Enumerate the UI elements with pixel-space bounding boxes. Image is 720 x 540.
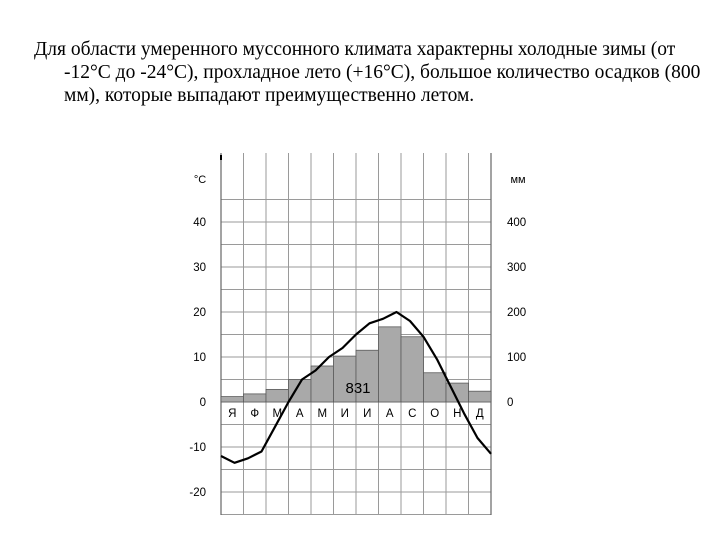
month-label: Н [453,408,462,420]
temp-tick-label: 40 [193,217,206,229]
precipitation-bar [266,389,289,402]
temp-tick-label: 30 [193,262,206,274]
precip-tick-label: 100 [507,352,527,364]
month-label: Д [475,408,484,420]
temp-tick-label: 0 [199,397,206,409]
precipitation-bar [424,373,447,402]
month-label: Ф [250,408,260,420]
slide-text: Для области умеренного муссонного климата характерны холодные зимы (от -12°С до -24°С), прохладное лето (+16°С), большое количество осадков (800 мм), которые выпадают преимущественно летом. [34,39,701,106]
month-label: О [430,408,440,420]
right-axis-unit: мм [510,174,526,186]
annual-precipitation-total: 831 [345,380,371,397]
precipitation-bar [244,394,267,402]
precipitation-bar [401,337,424,402]
month-label: И [363,408,372,420]
month-label: А [385,408,394,420]
month-label: И [340,408,349,420]
temp-tick-label: 20 [193,307,206,319]
precip-tick-label: 300 [507,262,527,274]
month-label: А [295,408,304,420]
month-label: М [272,408,283,420]
precipitation-bar [379,327,402,402]
precipitation-bar [469,391,492,402]
left-axis-unit: °С [193,174,207,186]
temp-tick-label: -10 [189,442,206,454]
temp-tick-label: -20 [189,487,206,499]
temp-tick-label: 10 [193,352,206,364]
precip-tick-label: 200 [507,307,527,319]
month-label: Я [228,408,237,420]
precip-tick-label: 400 [507,217,527,229]
precip-tick-label: 0 [507,397,514,409]
precipitation-bar [221,397,244,402]
month-label: С [408,408,417,420]
month-label: М [317,408,328,420]
